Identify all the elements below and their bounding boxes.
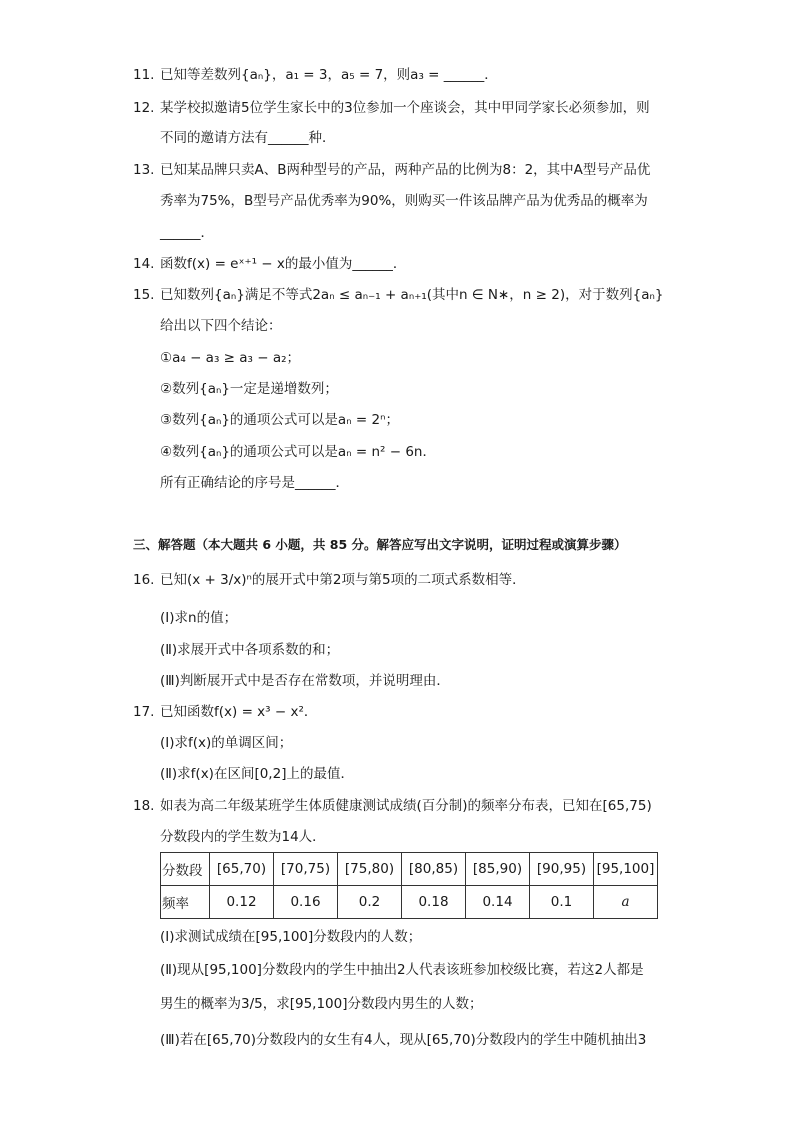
q15-conclusion-2: ②数列{aₙ}一定是递增数列； bbox=[160, 381, 338, 397]
question-number: 17. bbox=[133, 704, 155, 720]
question-text: 函数f(x) = eˣ⁺¹ − x的最小值为______． bbox=[160, 256, 407, 272]
frequency-table bbox=[160, 852, 658, 919]
table-cell: [75,80) bbox=[338, 853, 402, 886]
table-cell: [85,90) bbox=[466, 853, 530, 886]
q16-part-1: (Ⅰ)求n的值； bbox=[160, 610, 238, 626]
question-text: 已知函数f(x) = x³ − x²． bbox=[160, 704, 318, 720]
table-cell: 0.18 bbox=[402, 886, 466, 919]
table-cell: 0.16 bbox=[274, 886, 338, 919]
q17-part-1: (Ⅰ)求f(x)的单调区间； bbox=[160, 735, 293, 751]
question-text: 已知(x + 3/x)ⁿ的展开式中第2项与第5项的二项式系数相等． bbox=[160, 572, 526, 588]
question-text: 已知数列{aₙ}满足不等式2aₙ ≤ aₙ₋₁ + aₙ₊₁(其中n ∈ N∗，n ≥ 2)，对于数列{aₙ} bbox=[160, 287, 664, 303]
q18-part-2-cont: 男生的概率为3/5，求[95,100]分数段内男生的人数； bbox=[160, 996, 483, 1012]
q15-line-2: 给出以下四个结论： bbox=[160, 318, 282, 334]
question-number: 13. bbox=[133, 162, 155, 178]
question-number: 11. bbox=[133, 67, 155, 83]
q18-part-1: (Ⅰ)求测试成绩在[95,100]分数段内的人数； bbox=[160, 929, 422, 945]
question-number: 18. bbox=[133, 798, 155, 814]
q17-part-2: (Ⅱ)求f(x)在区间[0,2]上的最值． bbox=[160, 766, 354, 782]
q18-line-2: 分数段内的学生数为14人． bbox=[160, 829, 326, 845]
q16-part-3: (Ⅲ)判断展开式中是否存在常数项，并说明理由． bbox=[160, 673, 450, 689]
table-cell: [70,75) bbox=[274, 853, 338, 886]
question-text: 如表为高二年级某班学生体质健康测试成绩(百分制)的频率分布表，已知在[65,75) bbox=[160, 798, 652, 814]
table-cell: [65,70) bbox=[210, 853, 274, 886]
question-number: 16. bbox=[133, 572, 155, 588]
question-number: 14. bbox=[133, 256, 155, 272]
q18-part-3: (Ⅲ)若在[65,70)分数段内的女生有4人，现从[65,70)分数段内的学生中随机抽出3 bbox=[160, 1032, 647, 1048]
q13-line-2: 秀率为75%，B型号产品优秀率为90%，则购买一件该品牌产品为优秀品的概率为 bbox=[160, 193, 648, 209]
table-cell: [90,95) bbox=[530, 853, 594, 886]
table-row bbox=[161, 886, 658, 919]
table-cell: 0.14 bbox=[466, 886, 530, 919]
table-cell: a bbox=[594, 886, 658, 919]
table-cell: 0.12 bbox=[210, 886, 274, 919]
table-cell: [95,100] bbox=[594, 853, 658, 886]
q18-part-2: (Ⅱ)现从[95,100]分数段内的学生中抽出2人代表该班参加校级比赛，若这2人都是 bbox=[160, 962, 644, 978]
q15-conclusion-1: ①a₄ − a₃ ≥ a₃ − a₂； bbox=[160, 350, 301, 366]
q13-line-3: ______． bbox=[160, 225, 214, 241]
q15-final: 所有正确结论的序号是______． bbox=[160, 475, 349, 491]
question-number: 15. bbox=[133, 287, 155, 303]
q15-conclusion-3: ③数列{aₙ}的通项公式可以是aₙ = 2ⁿ； bbox=[160, 412, 399, 428]
q15-conclusion-4: ④数列{aₙ}的通项公式可以是aₙ = n² − 6n． bbox=[160, 444, 436, 460]
table-cell: [80,85) bbox=[402, 853, 466, 886]
table-cell: 0.2 bbox=[338, 886, 402, 919]
table-row bbox=[161, 853, 658, 886]
table-cell: 分数段 bbox=[161, 853, 210, 886]
question-text: 某学校拟邀请5位学生家长中的3位参加一个座谈会，其中甲同学家长必须参加，则 bbox=[160, 100, 650, 116]
question-number: 12. bbox=[133, 100, 155, 116]
table-cell: 0.1 bbox=[530, 886, 594, 919]
question-text: 已知某品牌只卖A、B两种型号的产品，两种产品的比例为8：2，其中A型号产品优 bbox=[160, 162, 651, 178]
table-cell: 频率 bbox=[161, 886, 210, 919]
question-text: 已知等差数列{aₙ}，a₁ = 3，a₅ = 7，则a₃ = ______． bbox=[160, 67, 498, 83]
q12-line-2: 不同的邀请方法有______种． bbox=[160, 130, 336, 146]
q16-part-2: (Ⅱ)求展开式中各项系数的和； bbox=[160, 642, 340, 658]
section-heading: 三、解答题（本大题共 6 小题，共 85 分。解答应写出文字说明，证明过程或演算步骤） bbox=[133, 537, 627, 552]
